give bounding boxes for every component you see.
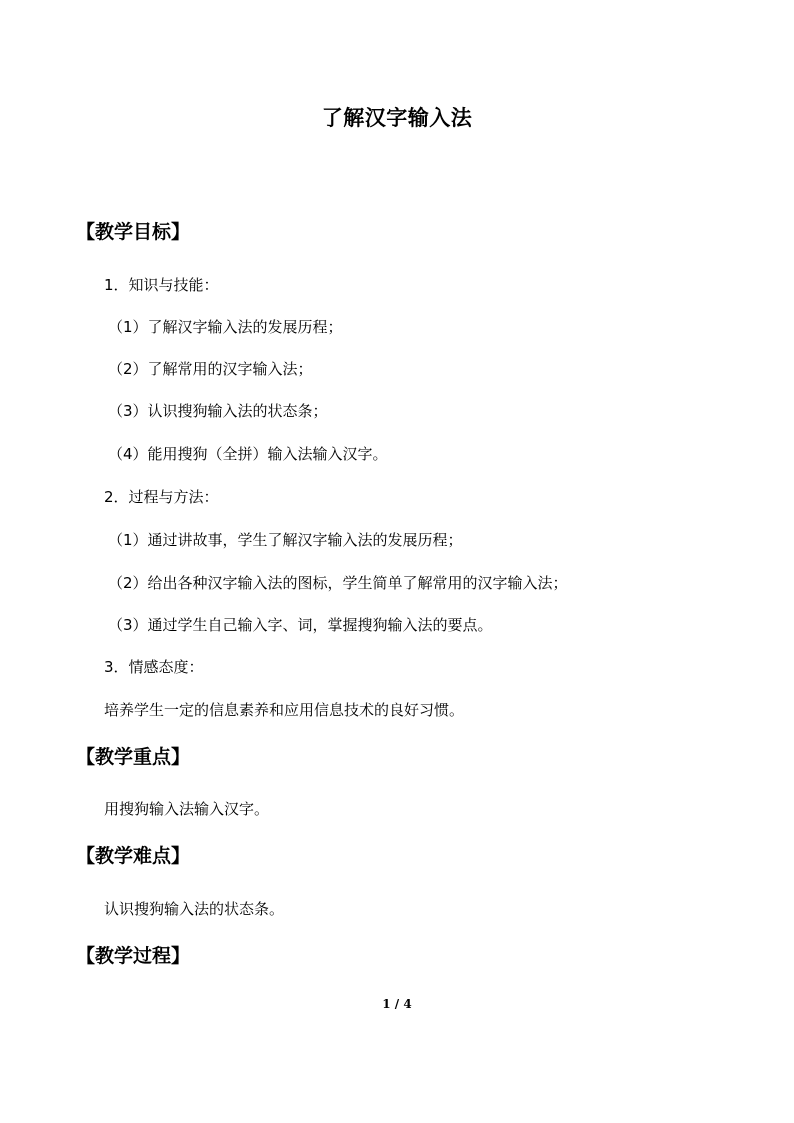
objective-line: （3）通过学生自己输入字、词，掌握搜狗输入法的要点。 (108, 616, 493, 634)
objective-line: 培养学生一定的信息素养和应用信息技术的良好习惯。 (104, 701, 465, 719)
objective-line: （2）了解常用的汉字输入法； (108, 360, 313, 378)
objective-line: （1）了解汉字输入法的发展历程； (108, 318, 343, 336)
key-points-text: 用搜狗输入法输入汉字。 (104, 800, 270, 818)
objective-line: （2）给出各种汉字输入法的图标，学生简单了解常用的汉字输入法； (108, 574, 568, 592)
objective-line: 3．情感态度： (104, 658, 204, 676)
objective-line: 2．过程与方法： (104, 488, 219, 506)
heading-key-points: 【教学重点】 (76, 746, 191, 768)
difficulties-text: 认识搜狗输入法的状态条。 (104, 900, 285, 918)
heading-difficulties: 【教学难点】 (76, 845, 191, 867)
objective-line: （4）能用搜狗（全拼）输入法输入汉字。 (108, 445, 388, 463)
objective-line: （1）通过讲故事，学生了解汉字输入法的发展历程； (108, 531, 463, 549)
objective-line: 1．知识与技能： (104, 276, 219, 294)
objective-line: （3）认识搜狗输入法的状态条； (108, 402, 328, 420)
page-number: 1 / 4 (382, 997, 412, 1011)
heading-process: 【教学过程】 (76, 945, 191, 967)
document-title: 了解汉字输入法 (321, 105, 473, 130)
heading-objectives: 【教学目标】 (76, 221, 191, 243)
